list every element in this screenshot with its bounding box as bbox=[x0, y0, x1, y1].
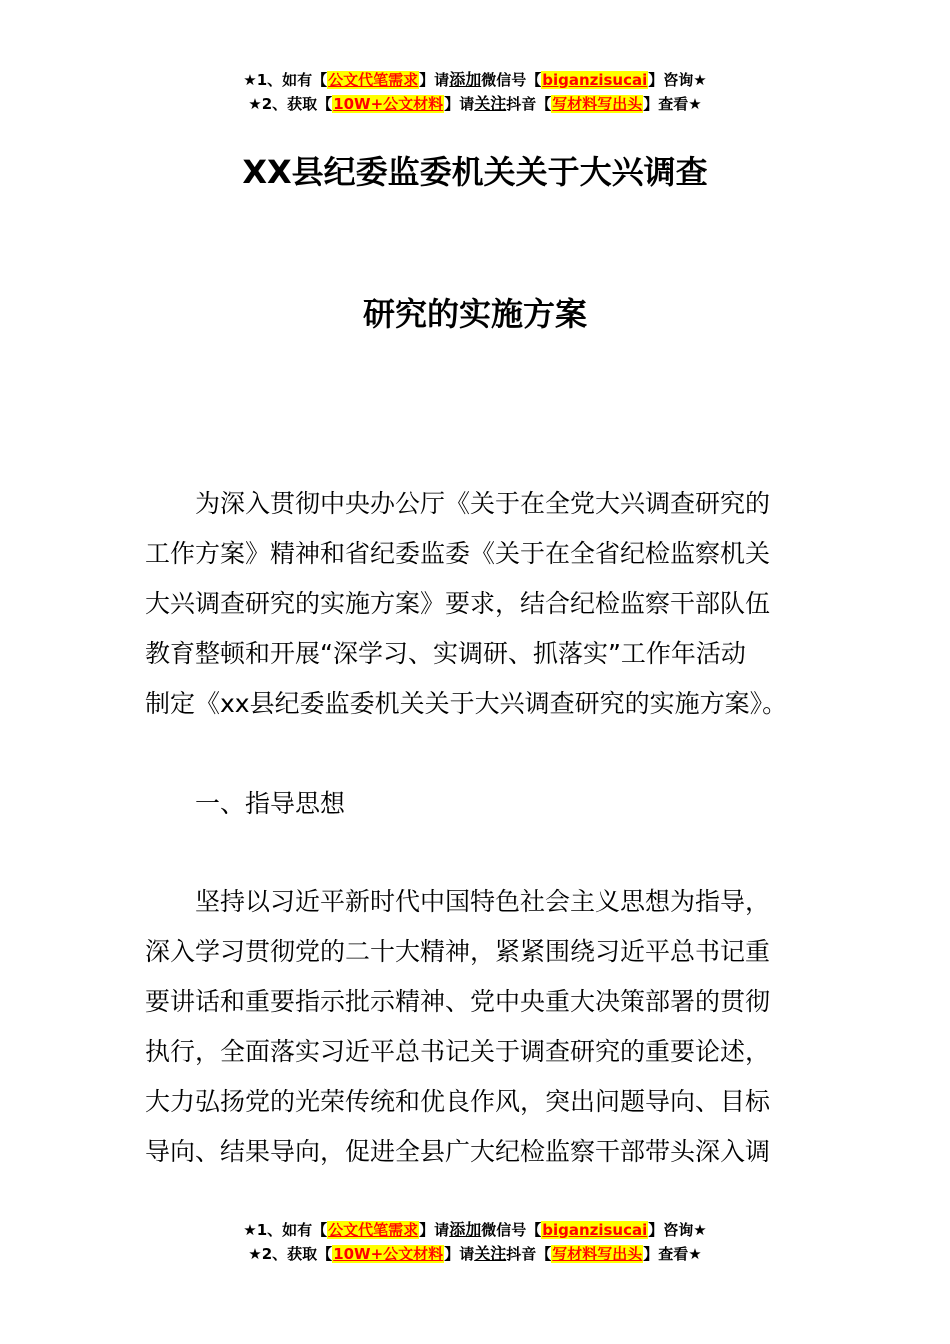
ad-text: 】查看★ bbox=[643, 1245, 702, 1263]
ad-highlight-wechat-id: biganzisucai bbox=[542, 1221, 648, 1239]
ad-text: ★1、如有【 bbox=[243, 1221, 328, 1239]
ad-text: 】咨询★ bbox=[648, 71, 707, 89]
document-title-line-2: 研究的实施方案 bbox=[362, 295, 587, 333]
ad-text: 】查看★ bbox=[643, 95, 702, 113]
ad-highlight-materials: 10W+公文材料 bbox=[333, 1245, 444, 1263]
bottom-ad-banner bbox=[0, 1218, 950, 1266]
top-ad-banner bbox=[0, 68, 950, 116]
ad-highlight-service: 公文代笔需求 bbox=[328, 1221, 419, 1239]
ad-emphasis: 关注 bbox=[474, 1244, 507, 1263]
ad-line-2 bbox=[0, 1242, 950, 1266]
ad-text: ★2、获取【 bbox=[248, 95, 333, 113]
ad-text: 抖音【 bbox=[506, 95, 552, 113]
ad-text: 】请 bbox=[419, 71, 450, 89]
text-line: 大兴调查研究的实施方案》要求，结合纪检监察干部队伍 bbox=[145, 589, 771, 618]
ad-text: 】请 bbox=[419, 1221, 450, 1239]
document-title-line-1: XX县纪委监委机关关于大兴调查 bbox=[242, 153, 708, 191]
ad-highlight-service: 公文代笔需求 bbox=[328, 71, 419, 89]
ad-text: 微信号【 bbox=[481, 1221, 542, 1239]
guiding-ideology-paragraph bbox=[145, 877, 809, 1177]
ad-text: 】咨询★ bbox=[648, 1221, 707, 1239]
text-line: 坚持以习近平新时代中国特色社会主义思想为指导， bbox=[145, 887, 771, 916]
text-line: 教育整顿和开展“深学习、实调研、抓落实”工作年活动 bbox=[145, 639, 746, 668]
text-line: 导向、结果导向，促进全县广大纪检监察干部带头深入调 bbox=[145, 1137, 771, 1166]
text-line: 工作方案》精神和省纪委监委《关于在全省纪检监察机关 bbox=[145, 539, 771, 568]
ad-text: ★1、如有【 bbox=[243, 71, 328, 89]
text-line: 大力弘扬党的光荣传统和优良作风，突出问题导向、目标 bbox=[145, 1087, 771, 1116]
ad-text: 】请 bbox=[444, 95, 475, 113]
ad-emphasis: 添加 bbox=[449, 1220, 482, 1239]
ad-text: 】请 bbox=[444, 1245, 475, 1263]
ad-text: 微信号【 bbox=[481, 71, 542, 89]
text-line: 为深入贯彻中央办公厅《关于在全党大兴调查研究的 bbox=[145, 489, 771, 518]
ad-line-2 bbox=[0, 92, 950, 116]
text-line: 执行，全面落实习近平总书记关于调查研究的重要论述， bbox=[145, 1037, 771, 1066]
ad-highlight-douyin: 写材料写出头 bbox=[552, 95, 643, 113]
text-line: 要讲话和重要指示批示精神、党中央重大决策部署的贯彻 bbox=[145, 987, 771, 1016]
intro-paragraph bbox=[145, 479, 809, 729]
ad-highlight-douyin: 写材料写出头 bbox=[552, 1245, 643, 1263]
text-line: 制定《xx县纪委监委机关关于大兴调查研究的实施方案》。 bbox=[145, 689, 788, 718]
ad-text: ★2、获取【 bbox=[248, 1245, 333, 1263]
ad-emphasis: 添加 bbox=[449, 70, 482, 89]
ad-highlight-wechat-id: biganzisucai bbox=[542, 71, 648, 89]
ad-text: 抖音【 bbox=[506, 1245, 552, 1263]
ad-emphasis: 关注 bbox=[474, 94, 507, 113]
ad-line-1 bbox=[0, 1218, 950, 1242]
text-line: 深入学习贯彻党的二十大精神，紧紧围绕习近平总书记重 bbox=[145, 937, 771, 966]
ad-highlight-materials: 10W+公文材料 bbox=[333, 95, 444, 113]
ad-line-1 bbox=[0, 68, 950, 92]
section-heading-guiding-ideology: 一、指导思想 bbox=[195, 789, 346, 818]
